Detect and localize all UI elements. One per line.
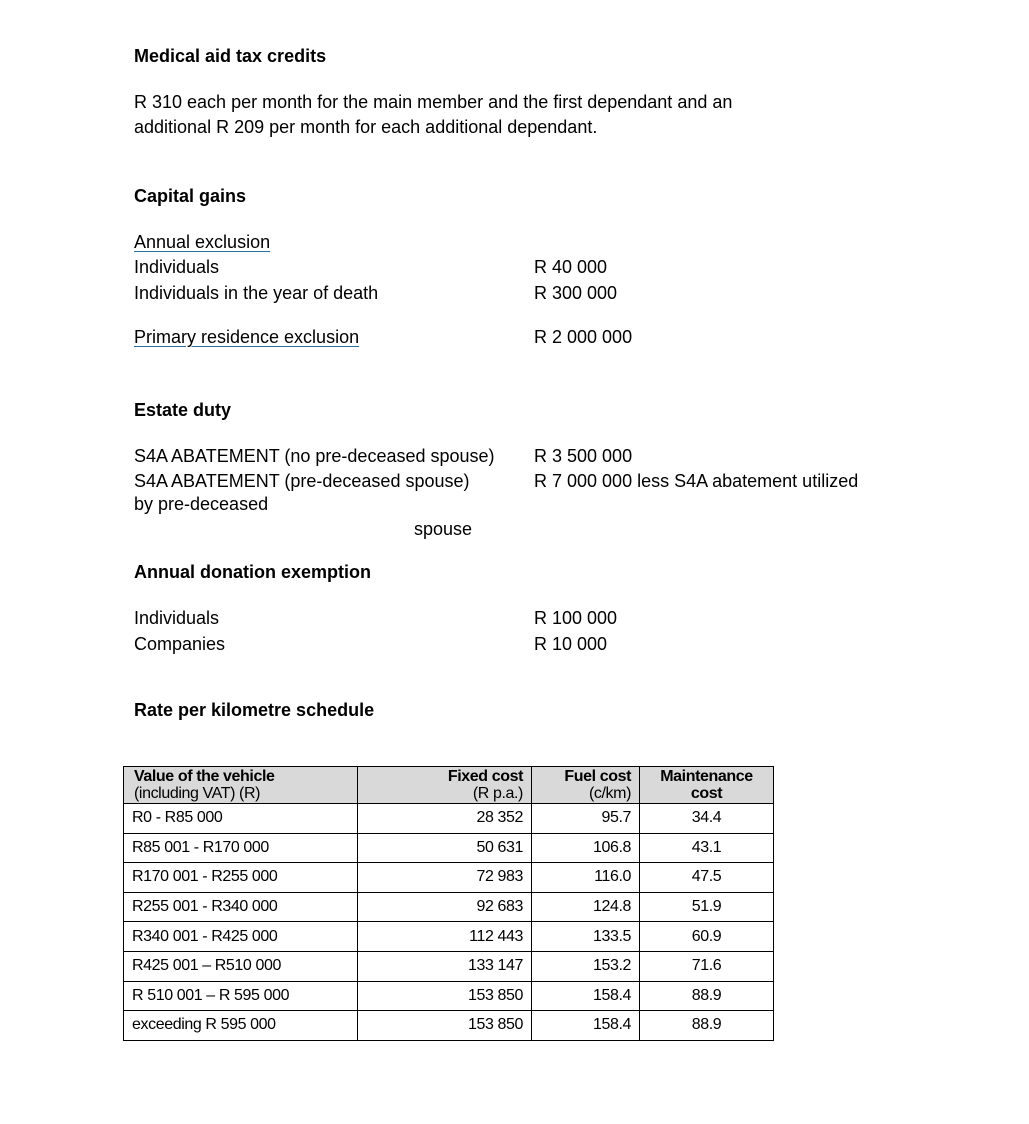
vehicle-value-cell: R255 001 - R340 000 xyxy=(124,892,358,922)
fuel-cost-cell: 158.4 xyxy=(532,981,640,1011)
fuel-cost-cell: 95.7 xyxy=(532,804,640,834)
fixed-cost-cell: 133 147 xyxy=(358,951,532,981)
fixed-cost-cell: 50 631 xyxy=(358,833,532,863)
donation-companies-label: Companies xyxy=(134,634,226,654)
maintenance-cost-cell: 60.9 xyxy=(640,922,774,952)
header-maintenance-cost: Maintenance cost xyxy=(640,767,774,804)
vehicle-value-cell: R0 - R85 000 xyxy=(124,804,358,834)
header-fixed-cost: Fixed cost (R p.a.) xyxy=(358,767,532,804)
maintenance-cost-cell: 88.9 xyxy=(640,1011,774,1041)
primary-residence-label: Primary residence exclusion xyxy=(134,327,360,347)
abatement-no-spouse-value: R 3 500 000 xyxy=(534,446,633,466)
fixed-cost-cell: 153 850 xyxy=(358,1011,532,1041)
primary-residence-value: R 2 000 000 xyxy=(534,327,633,347)
donation-companies-value: R 10 000 xyxy=(534,634,608,654)
table-row xyxy=(124,833,774,863)
maintenance-cost-cell: 34.4 xyxy=(640,804,774,834)
table-row xyxy=(124,892,774,922)
abatement-spouse-label: S4A ABATEMENT (pre-deceased spouse) xyxy=(134,471,470,491)
medical-text-line2: additional R 209 per month for each additional dependant. xyxy=(134,117,598,137)
header-fuel-cost: Fuel cost (c/km) xyxy=(532,767,640,804)
table-row xyxy=(124,981,774,1011)
capital-gains-heading: Capital gains xyxy=(134,186,247,206)
vehicle-value-cell: R170 001 - R255 000 xyxy=(124,863,358,893)
cg-death-label: Individuals in the year of death xyxy=(134,283,379,303)
table-row xyxy=(124,1011,774,1041)
donation-heading: Annual donation exemption xyxy=(134,562,371,582)
rate-schedule-table xyxy=(123,766,774,1041)
fixed-cost-cell: 112 443 xyxy=(358,922,532,952)
fixed-cost-cell: 92 683 xyxy=(358,892,532,922)
maintenance-cost-cell: 88.9 xyxy=(640,981,774,1011)
table-row xyxy=(124,951,774,981)
fuel-cost-cell: 106.8 xyxy=(532,833,640,863)
fuel-cost-cell: 116.0 xyxy=(532,863,640,893)
estate-duty-heading: Estate duty xyxy=(134,400,232,420)
fuel-cost-cell: 124.8 xyxy=(532,892,640,922)
vehicle-value-cell: R85 001 - R170 000 xyxy=(124,833,358,863)
abatement-no-spouse-label: S4A ABATEMENT (no pre-deceased spouse) xyxy=(134,446,495,466)
maintenance-cost-cell: 43.1 xyxy=(640,833,774,863)
vehicle-value-cell: exceeding R 595 000 xyxy=(124,1011,358,1041)
maintenance-cost-cell: 51.9 xyxy=(640,892,774,922)
donation-individuals-value: R 100 000 xyxy=(534,608,618,628)
medical-heading: Medical aid tax credits xyxy=(134,46,327,66)
table-row xyxy=(124,863,774,893)
fixed-cost-cell: 28 352 xyxy=(358,804,532,834)
vehicle-value-cell: R425 001 – R510 000 xyxy=(124,951,358,981)
cg-individuals-value: R 40 000 xyxy=(534,257,608,277)
abatement-spouse-continued-2: spouse xyxy=(414,519,473,539)
donation-individuals-label: Individuals xyxy=(134,608,220,628)
cg-death-value: R 300 000 xyxy=(534,283,618,303)
maintenance-cost-cell: 71.6 xyxy=(640,951,774,981)
fixed-cost-cell: 153 850 xyxy=(358,981,532,1011)
table-row xyxy=(124,804,774,834)
maintenance-cost-cell: 47.5 xyxy=(640,863,774,893)
vehicle-value-cell: R340 001 - R425 000 xyxy=(124,922,358,952)
fuel-cost-cell: 158.4 xyxy=(532,1011,640,1041)
abatement-spouse-value: R 7 000 000 less S4A abatement utilized xyxy=(534,471,859,491)
medical-text-line1: R 310 each per month for the main member and the first dependant and an xyxy=(134,92,733,112)
header-vehicle-value: Value of the vehicle (including VAT) (R) xyxy=(124,767,358,804)
abatement-spouse-continued: by pre-deceased xyxy=(134,494,269,514)
table-row xyxy=(124,922,774,952)
annual-exclusion-label: Annual exclusion xyxy=(134,232,271,252)
table-header-row xyxy=(124,767,774,804)
vehicle-value-cell: R 510 001 – R 595 000 xyxy=(124,981,358,1011)
fuel-cost-cell: 153.2 xyxy=(532,951,640,981)
rate-schedule-heading: Rate per kilometre schedule xyxy=(134,700,375,720)
cg-individuals-label: Individuals xyxy=(134,257,220,277)
fuel-cost-cell: 133.5 xyxy=(532,922,640,952)
fixed-cost-cell: 72 983 xyxy=(358,863,532,893)
